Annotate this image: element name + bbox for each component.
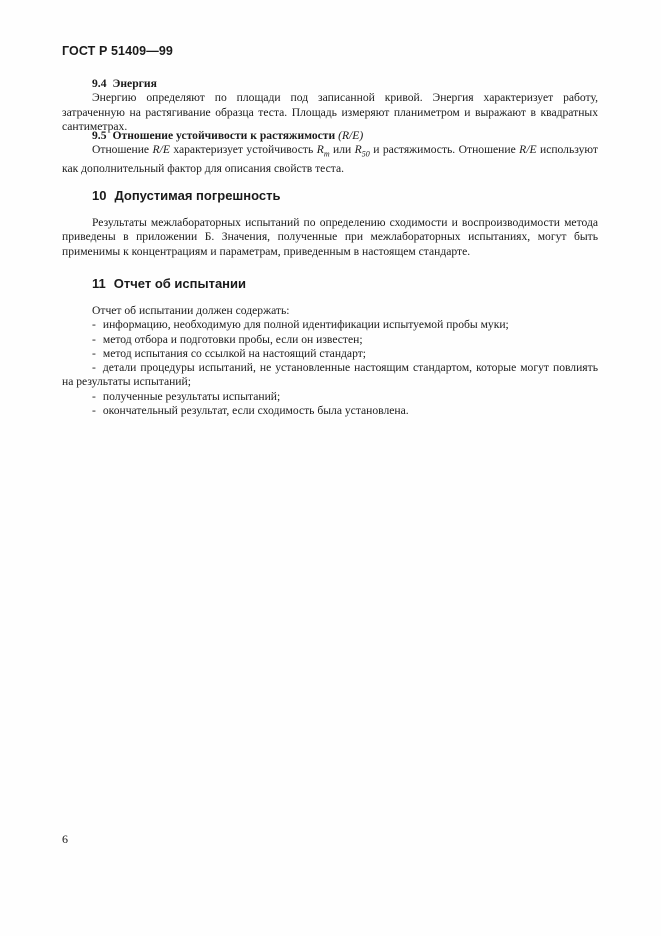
list-item: - метод испытания со ссылкой на настоящий стандарт; [92, 346, 367, 360]
section-title-ratio: (R/E) [338, 129, 364, 142]
section-number: 9.4 [92, 77, 107, 90]
section-9-4-paragraph: Энергию определяют по площади под записанной кривой. Энергия характеризует работу, затраченную на растягивание образца теста. Площадь измеряют планиметром и выражают в квадратных сантиметрах. [62, 91, 598, 133]
section-11 [62, 304, 598, 418]
list-item: - полученные результаты испытаний; [92, 389, 281, 403]
section-title: Отчет об испытании [113, 276, 247, 291]
section-title: Энергия [112, 77, 157, 90]
page-number: 6 [62, 832, 68, 846]
section-9-5-heading [62, 129, 598, 143]
r-m-symbol: $R_m$ [316, 143, 330, 159]
ratio-symbol: R/E [152, 143, 170, 157]
section-11-heading [92, 276, 246, 291]
list-item: - детали процедуры испытаний, не установленные настоящим стандартом, которые могут повлиять на результаты испытаний; [62, 361, 598, 389]
r-50-symbol: $R_{50}$ [354, 143, 370, 159]
section-number: 9.5 [92, 129, 107, 142]
section-title: Отношение устойчивости к растяжимости [112, 129, 336, 142]
section-9-4-heading [62, 77, 598, 91]
section-9-5 [62, 129, 598, 176]
report-contents-list [62, 318, 598, 418]
report-intro: Отчет об испытании должен содержать: [92, 304, 290, 317]
section-number: 10 [92, 188, 107, 203]
section-10 [62, 216, 598, 259]
standard-header: ГОСТ Р 51409—99 [62, 44, 173, 58]
section-9-5-paragraph: Отношение R/E характеризует устойчивость $R_m$ или $R_{50}$ и растяжимость. Отношение R/E используют как дополнительный фактор для описания свойств теста. [62, 143, 598, 175]
section-number: 11 [92, 276, 106, 291]
ratio-symbol: R/E [519, 143, 537, 157]
list-item: - метод отбора и подготовки пробы, если он известен; [92, 332, 363, 346]
section-10-heading [92, 188, 280, 203]
section-9-4 [62, 77, 598, 134]
list-item: - информацию, необходимую для полной идентификации испытуемой пробы муки; [92, 318, 509, 332]
section-title: Допустимая погрешность [114, 188, 281, 203]
list-item: - окончательный результат, если сходимость была установлена. [92, 404, 409, 418]
section-10-paragraph: Результаты межлабораторных испытаний по определению сходимости и воспроизводимости метода приведены в приложении Б. Значения, полученные при межлабораторных испытаниях, могут быть применимы к концентрациям и параметрам, приведенным в настоящем стандарте. [62, 216, 598, 258]
